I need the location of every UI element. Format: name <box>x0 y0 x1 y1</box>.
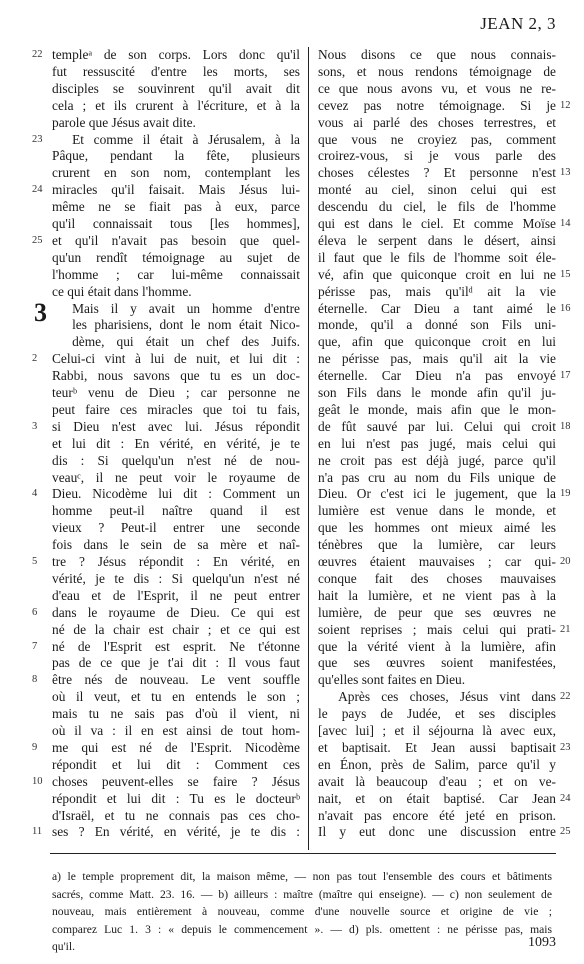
footnote-line: nouveau, mais entièrement à nouveau, comme d'une nouvelle source et origine de vie ; <box>52 905 552 918</box>
text-line: crurent en son nom, contemplant les <box>52 165 300 181</box>
text-line: de fût sauvé par lui. Celui qui croit <box>318 418 556 434</box>
text-line: et qu'il n'avait pas besoin que quel- <box>52 232 300 248</box>
text-line: monde, qu'il a donné son Fils uni- <box>318 317 556 333</box>
text-line: éleva le serpent dans le désert, ainsi <box>318 232 556 248</box>
page-number: 1093 <box>528 935 556 950</box>
text-line: vé, afin que quiconque croit en lui ne <box>318 266 556 282</box>
text-line: Nous disons ce que nous connais- <box>318 47 556 62</box>
text-line: vieux ? Peut-il entrer une seconde <box>52 520 300 536</box>
verse-number: 9 <box>32 741 38 753</box>
text-line: même ne se fiait pas à eux, parce <box>52 199 300 215</box>
text-line: hait la lumière, et ne vient pas à la <box>318 587 556 603</box>
verse-number: 17 <box>560 370 571 382</box>
text-line: fut ressuscité d'entre les morts, ses <box>52 63 300 79</box>
text-line: ce que nous avons vu, et vous ne re- <box>318 80 556 96</box>
text-line: croirez-vous, si je vous parle des <box>318 148 556 164</box>
verse-number: 23 <box>32 133 43 145</box>
verse-number: 25 <box>560 826 571 838</box>
text-line: d'eau et de l'Esprit, il ne peut entrer <box>52 587 300 603</box>
text-line: Celui-ci vint à lui de nuit, et lui dit : <box>52 351 300 367</box>
text-line: teurᵇ venu de Dieu ; car personne ne <box>52 385 300 400</box>
verse-number: 24 <box>560 792 571 804</box>
text-line: veauᶜ, il ne peut voir le royaume de <box>52 469 300 485</box>
text-line: ses ? En vérité, en vérité, je te dis : <box>52 824 300 840</box>
text-line: œuvres étaient mauvaises ; car qui- <box>318 554 556 569</box>
text-line: dis : Si quelqu'un n'est né de nou- <box>52 452 300 468</box>
text-line: tre ? Jésus répondit : En vérité, en <box>52 554 300 569</box>
text-line: les pharisiens, dont le nom était Nico- <box>52 317 300 333</box>
text-line: que les hommes ont mieux aimé les <box>318 520 556 536</box>
verse-number: 21 <box>560 623 571 635</box>
text-line: parole que Jésus avait dite. <box>52 114 196 130</box>
text-line: vous ai parlé des choses terrestres, et <box>318 114 556 130</box>
verse-number: 13 <box>560 167 571 179</box>
text-line: fois dans le sein de sa mère et naî- <box>52 537 300 553</box>
text-line: Il y eut donc une discussion entre <box>318 824 556 840</box>
text-line: dème, qui était un chef des Juifs. <box>52 334 300 350</box>
text-line: si Dieu n'est avec lui. Jésus répondit <box>52 418 300 434</box>
verse-number: 19 <box>560 488 571 500</box>
verse-number: 15 <box>560 268 571 280</box>
verse-number: 14 <box>560 218 571 229</box>
text-line: l'homme ; car lui-même connaissait <box>52 266 300 282</box>
text-line: périsse pas, mais qu'ilᵈ ait la vie <box>318 283 556 299</box>
verse-number: 6 <box>32 606 38 618</box>
text-line: Et comme il était à Jérusalem, à la <box>52 131 300 147</box>
text-line: Après ces choses, Jésus vint dans <box>318 689 556 705</box>
text-line: Pâque, pendant la fête, plusieurs <box>52 148 300 164</box>
text-line: vérité, je te dis : Si quelqu'un n'est né <box>52 570 300 586</box>
verse-number: 16 <box>560 302 571 314</box>
chapter-number: 3 <box>34 297 47 327</box>
text-line: ne périsse pas, mais qu'il ait la vie <box>318 351 556 367</box>
verse-number: 12 <box>560 99 571 111</box>
text-line: en Énon, près de Salim, parce qu'il y <box>318 756 556 772</box>
text-line: répondit et lui dit : Tu es le docteurᵇ <box>52 790 300 806</box>
text-line: éternelle. Car Dieu n'a pas envoyé <box>318 368 556 384</box>
verse-number: 5 <box>32 556 38 567</box>
text-line: n'a pas cru au nom du Fils unique de <box>318 469 556 485</box>
text-line: né de l'Esprit est esprit. Ne t'étonne <box>52 638 300 654</box>
text-line: peut faire ces miracles que toi tu fais, <box>52 401 300 417</box>
text-line: geât le monde, mais afin que le mon- <box>318 401 556 417</box>
text-line: être nés de nouveau. Le vent souffle <box>52 672 300 688</box>
footnote-line: sacrés, comme Matt. 23. 16. — b) ailleurs : maître (maître qui enseigne). — c) non seulement de <box>52 887 552 901</box>
text-line: répondit et lui dit : Comment ces <box>52 756 300 772</box>
column-divider <box>308 47 309 850</box>
text-line: Dieu. Nicodème lui dit : Comment un <box>52 486 300 502</box>
text-line: en lui n'est pas jugé, mais celui qui <box>318 435 556 451</box>
text-line: cela ; et ils crurent à l'écriture, et à la <box>52 97 300 113</box>
text-line: il faut que le fils de l'homme soit éle- <box>318 249 556 265</box>
footnote-line: qu'il. <box>52 940 76 953</box>
text-line: Dieu. Or c'est ici le jugement, que la <box>318 486 556 502</box>
text-line: mais tu ne sais pas d'où il vient, ni <box>52 706 300 722</box>
text-line: éternelle. Car Dieu a tant aimé le <box>318 300 556 316</box>
text-line: templeᵃ de son corps. Lors donc qu'il <box>52 47 300 62</box>
footnote-line: comparez Luc 1. 3 : « depuis le commencement ». — d) pls. omettent : ne périsse pas, mais <box>52 922 552 936</box>
verse-number: 25 <box>32 234 43 246</box>
text-line: que la vérité vient à la lumière, afin <box>318 638 556 654</box>
text-line: ne croit pas est déjà jugé, parce qu'il <box>318 452 556 468</box>
verse-number: 8 <box>32 674 38 686</box>
verse-number: 11 <box>32 826 43 838</box>
text-line: avait là beaucoup d'eau ; et on ve- <box>318 773 556 789</box>
text-line: qu'elles sont faites en Dieu. <box>318 672 466 688</box>
footnote-separator <box>50 853 556 854</box>
verse-number: 10 <box>32 775 43 787</box>
footnote-line: a) le temple proprement dit, la maison même, — non pas tout l'ensemble des cours et bâtiments <box>52 870 552 883</box>
text-line: d'Israël, et tu ne connais pas ces cho- <box>52 807 300 823</box>
text-line: sons, et nous rendons témoignage de <box>318 63 556 79</box>
verse-number: 18 <box>560 420 571 432</box>
text-line: miracles qu'il faisait. Mais Jésus lui- <box>52 182 300 198</box>
text-line: disciples se souvinrent qu'il avait dit <box>52 80 300 96</box>
text-line: ténèbres que la lumière, car leurs <box>318 537 556 553</box>
text-line: soient reprises ; mais celui qui prati- <box>318 621 556 637</box>
text-line: né de la chair est chair ; et ce qui est <box>52 621 300 637</box>
text-line: et lui dit : En vérité, en vérité, je te <box>52 435 300 451</box>
text-line: choses peuvent-elles se faire ? Jésus <box>52 773 300 789</box>
text-line: descendu du ciel, le fils de l'homme <box>318 199 556 215</box>
verse-number: 3 <box>32 420 38 432</box>
text-line: [avec lui] ; et il séjourna là avec eux, <box>318 723 556 738</box>
text-line: qui est dans le ciel. Et comme Moïse <box>318 216 556 231</box>
text-line: où il veut, et tu en entends le son ; <box>52 689 300 705</box>
text-line: pas de ce que je t'ai dit : Il vous faut <box>52 655 300 671</box>
verse-number: 20 <box>560 556 571 567</box>
text-line: ce qui était dans l'homme. <box>52 283 192 299</box>
text-line: dans le royaume de Dieu. Ce qui est <box>52 604 300 620</box>
text-line: me qui est né de l'Esprit. Nicodème <box>52 739 300 755</box>
text-line: n'avait pas encore été jeté en prison. <box>318 807 556 823</box>
verse-number: 23 <box>560 741 571 753</box>
text-line: qu'un rendît témoignage au sujet de <box>52 249 300 265</box>
text-line: homme peut-il naître quand il est <box>52 503 300 519</box>
text-line: nait, et on était baptisé. Car Jean <box>318 790 556 806</box>
text-line: conque fait des choses mauvaises <box>318 570 556 586</box>
text-line: lumière, de peur que ses œuvres ne <box>318 604 556 620</box>
text-line: et baptisait. Et Jean aussi baptisait <box>318 739 556 755</box>
verse-number: 2 <box>32 353 38 365</box>
verse-number: 4 <box>32 488 38 500</box>
verse-number: 22 <box>560 691 571 703</box>
verse-number: 22 <box>32 49 43 60</box>
text-line: Rabbi, nous savons que tu es un doc- <box>52 368 300 384</box>
text-line: où il va : il en est ainsi de tout hom- <box>52 723 300 738</box>
verse-number: 24 <box>32 184 43 196</box>
text-line: monté au ciel, sinon celui qui est <box>318 182 556 198</box>
text-line: lumière est venue dans le monde, et <box>318 503 556 519</box>
text-line: que, afin que quiconque croit en lui <box>318 334 556 350</box>
text-line: Mais il y avait un homme d'entre <box>52 300 300 316</box>
text-line: que ses œuvres soient manifestées, <box>318 655 556 671</box>
text-line: que vous ne croyiez pas, comment <box>318 131 556 147</box>
text-line: son Fils dans le monde afin qu'il ju- <box>318 385 556 400</box>
running-header: JEAN 2, 3 <box>480 14 556 33</box>
text-line: cevez pas notre témoignage. Si je <box>318 97 556 113</box>
verse-number: 7 <box>32 640 38 652</box>
text-line: le pays de Judée, et ses disciples <box>318 706 556 722</box>
text-line: qu'il connaissait tous [les hommes], <box>52 216 300 231</box>
text-line: choses célestes ? Et personne n'est <box>318 165 556 181</box>
